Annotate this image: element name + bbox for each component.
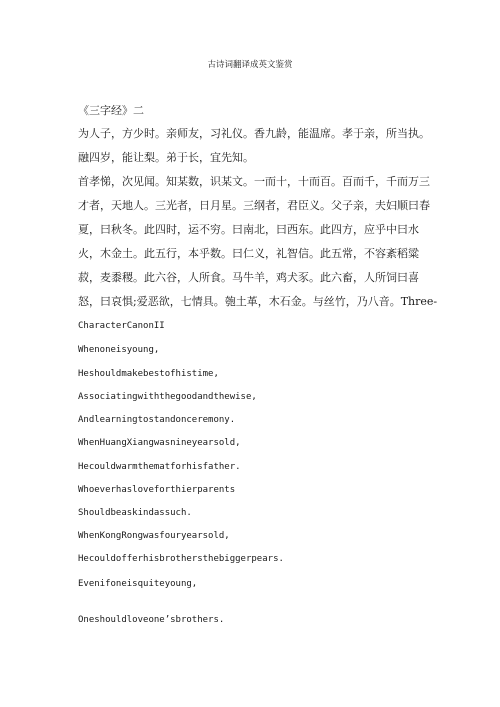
english-line-6: WhenHuangXiangwasnineyearsold,: [78, 438, 241, 448]
english-line-10: WhenKongRongwasfouryearsold,: [78, 531, 230, 541]
document-title: 古诗词翻译成英文鉴赏: [207, 60, 293, 70]
english-line-9: Shouldbeaskindassuch.: [78, 508, 192, 518]
chinese-line-1: 为人子，方少时。亲师友，习礼仪。香九龄，能温席。孝于亲，所当执。: [78, 127, 430, 140]
chinese-line-6: 火，木金土。此五行，本乎数。曰仁义，礼智信。此五常，不容紊稻粱: [78, 247, 419, 260]
english-line-7: Hecouldwarmthematforhisfather.: [78, 462, 241, 472]
english-line-13: Oneshouldloveone’sbrothers.: [78, 615, 225, 625]
chinese-line-4: 才者，天地人。三光者，日月星。三纲者，君臣义。父子亲，夫妇顺曰春: [78, 199, 430, 212]
english-line-3: Heshouldmakebestofhistime,: [78, 369, 219, 379]
english-line-4: Associatingwiththegoodandthewise,: [78, 392, 257, 402]
chinese-line-2: 融四岁，能让梨。弟于长，宜先知。: [78, 151, 254, 164]
english-line-11: Hecouldofferhisbrothersthebiggerpears.: [78, 554, 284, 564]
chinese-line-5: 夏，曰秋冬。此四时，运不穷。曰南北，曰西东。此四方，应乎中曰水: [78, 223, 419, 236]
english-line-12: Evenifoneisquiteyoung,: [78, 579, 198, 589]
english-line-8: Whoeverhasloveforthierparents: [78, 485, 236, 495]
chinese-line-3: 首孝悌，次见闻。知某数，识某文。一而十，十而百。百而千，千而万三: [78, 175, 430, 188]
english-line-1: CharacterCanonII: [78, 321, 165, 331]
chinese-line-8: 怒，曰哀惧;爱恶欲，七情具。匏土革，木石金。与丝竹，乃八音。Three-: [78, 295, 438, 308]
chinese-line-7: 菽，麦黍稷。此六谷，人所食。马牛羊，鸡犬豕。此六畜，人所饲曰喜: [78, 271, 419, 284]
section-heading: 《三字经》二: [78, 104, 144, 117]
english-line-5: Andlearningtostandonceremony.: [78, 415, 236, 425]
english-line-2: Whenoneisyoung,: [78, 345, 160, 355]
